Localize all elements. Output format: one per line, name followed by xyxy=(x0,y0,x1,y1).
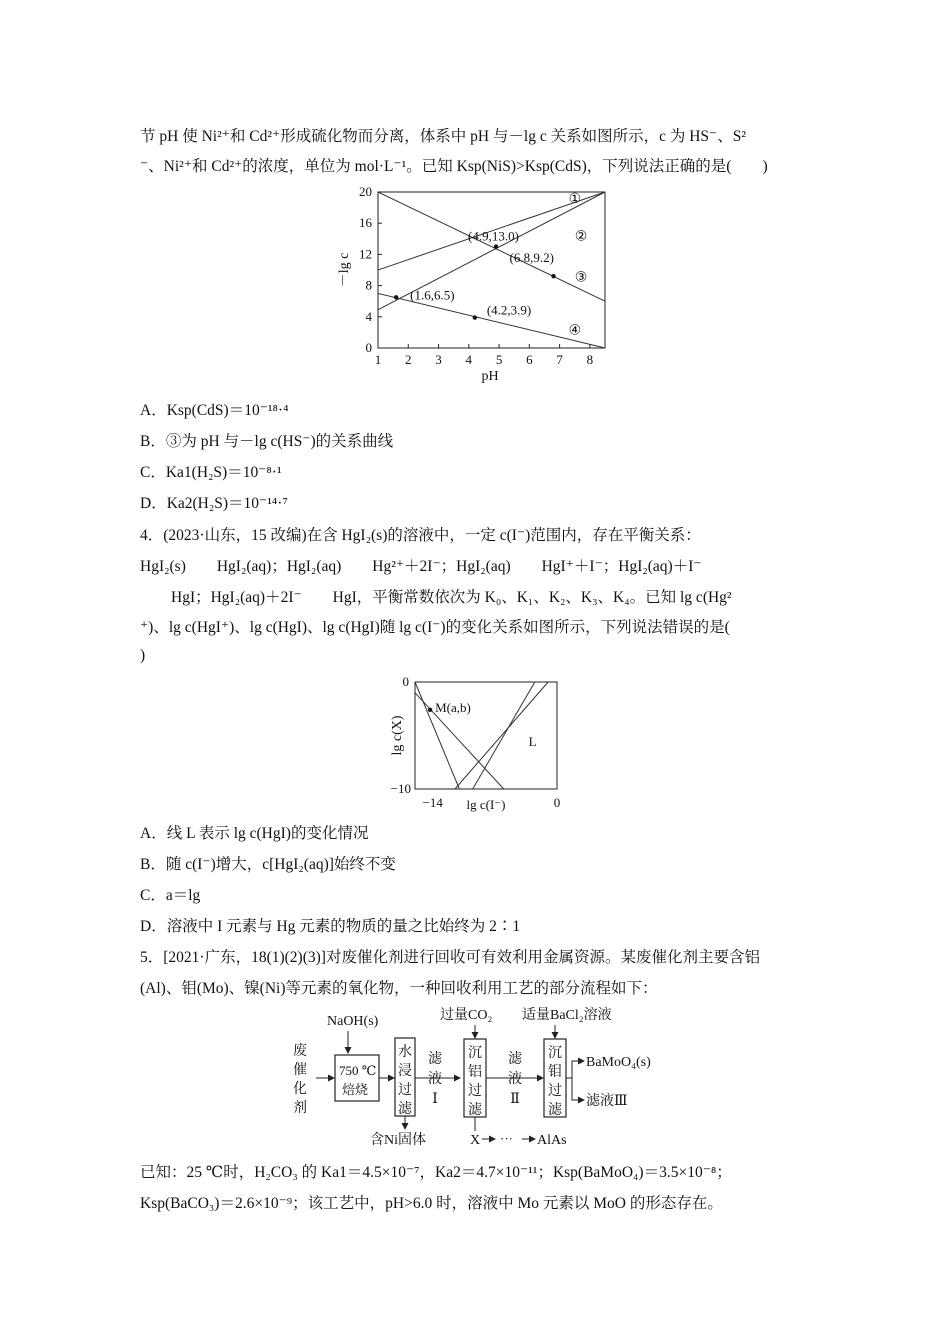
chart1-series-label: ④ xyxy=(568,323,582,339)
q4-line-2: HgI₂(s) HgI₂(aq)；HgI₂(aq) Hg²⁺＋2I⁻；HgI₂(aq) HgI⁺＋I⁻；HgI₂(aq)＋I⁻ xyxy=(140,558,702,575)
chart1-xtick-label: 2 xyxy=(405,352,412,367)
flow-dots: ··· xyxy=(500,1131,513,1146)
chart2-curve-label: L xyxy=(528,734,537,750)
flow-start-char: 催 xyxy=(293,1063,307,1078)
flow-al-char: 铝 xyxy=(468,1065,482,1080)
chart2-series-line xyxy=(415,682,459,789)
chart1-ylabel: －lg c xyxy=(337,252,352,288)
chart1-point-label: (4.9,13.0) xyxy=(468,228,519,244)
flow-mo-char: 滤 xyxy=(548,1103,562,1118)
flow-bamoo4: BaMoO₄(s) xyxy=(586,1055,651,1070)
chart1-point-label: (1.6,6.5) xyxy=(410,287,455,303)
flow-start xyxy=(293,1043,307,1116)
flow-filtrate-3: 滤液Ⅲ xyxy=(586,1094,628,1109)
flow-al-char: 沉 xyxy=(468,1046,482,1061)
q4-option-d: D．溶液中 I 元素与 Hg 元素的物质的量之比始终为 2∶1 xyxy=(140,918,521,935)
flow-filtrate-1-char: Ⅰ xyxy=(432,1092,438,1107)
flow-co2: 过量CO₂ xyxy=(440,1008,493,1023)
chart2-point-m xyxy=(428,708,432,712)
chart1-xlabel: pH xyxy=(481,369,499,384)
chart2-series-line xyxy=(473,682,535,789)
chart2-xlabel: lg c(I⁻) xyxy=(466,797,506,812)
flow-start-char: 废 xyxy=(293,1044,307,1059)
flow-bacl2: 适量BaCl₂溶液 xyxy=(522,1008,612,1023)
flow-filtrate-1-char: 滤 xyxy=(428,1052,442,1067)
chart2-ytick-label: −10 xyxy=(390,781,411,796)
chart1-ytick-label: 12 xyxy=(359,246,372,262)
chart1-xtick-label: 6 xyxy=(526,352,533,367)
q4-line-1: 4．(2023·山东，15 改编)在含 HgI₂(s)的溶液中，一定 c(I⁻)范围内，存在平衡关系： xyxy=(140,527,701,544)
chart1-series-label: ③ xyxy=(574,270,588,286)
q3-option-c: C．Ka1(H₂S)＝10⁻⁸·¹ xyxy=(140,464,282,481)
flow-al-char: 滤 xyxy=(468,1103,482,1118)
flow-start-char: 剂 xyxy=(293,1101,307,1116)
chart1-point xyxy=(473,315,477,319)
chart1-ytick-label: 20 xyxy=(359,184,372,199)
flow-x: X xyxy=(470,1133,481,1148)
chart1-xtick-label: 7 xyxy=(556,352,563,367)
chart1-xtick-label: 5 xyxy=(495,352,503,367)
flow-leach-char: 过 xyxy=(398,1083,412,1098)
q5-line-1: 5．[2021·广东，18(1)(2)(3)]对废催化剂进行回收可有效利用金属资源。某废催化剂主要含铝 xyxy=(140,949,760,966)
flow-mo-char: 钼 xyxy=(548,1065,562,1080)
q5-known-2: Ksp(BaCO₃)＝2.6×10⁻⁹；该工艺中，pH>6.0 时，溶液中 Mo 元素以 MoO 的形态存在。 xyxy=(140,1195,723,1212)
flow-mo-char: 过 xyxy=(548,1084,562,1099)
chart1-point-label: (6.8,9.2) xyxy=(509,250,554,266)
q3-option-b: B．③为 pH 与－lg c(HS⁻)的关系曲线 xyxy=(140,433,394,450)
chart1-xtick-label: 4 xyxy=(465,352,473,367)
q3-option-d: D．Ka2(H₂S)＝10⁻¹⁴·⁷ xyxy=(140,495,288,512)
flow-filtrate-1-char: 液 xyxy=(428,1072,442,1087)
q4-option-a: A．线 L 表示 lg c(HgI)的变化情况 xyxy=(140,825,369,842)
flow-ni-solid: 含Ni固体 xyxy=(370,1133,426,1148)
chart1-xtick-label: 1 xyxy=(374,352,382,367)
chart2-xtick-label: 0 xyxy=(553,795,561,810)
chart1-xtick-label: 3 xyxy=(435,352,442,367)
flow-leach-char: 滤 xyxy=(398,1102,412,1117)
flow-filtrate-2 xyxy=(508,1050,523,1107)
flow-filtrate-1 xyxy=(428,1050,443,1107)
chart1-point xyxy=(494,244,498,248)
q4-line-5: ) xyxy=(140,647,146,664)
flow-naoh: NaOH(s) xyxy=(327,1014,379,1029)
q5-line-2: (Al)、钼(Mo)、镍(Ni)等元素的氧化物，一种回收利用工艺的部分流程如下： xyxy=(140,980,658,997)
flow-alas: AlAs xyxy=(537,1133,567,1148)
chart1-series-label: ① xyxy=(568,191,582,207)
q4-line-3: HgI；HgI₂(aq)＋2I⁻ HgI，平衡常数依次为 K₀、K₁、K₂、K₃、K₄。已知 lg c(Hg² xyxy=(140,589,732,606)
q4-option-c: C．a＝lg xyxy=(140,887,201,904)
chart1-ytick-label: 8 xyxy=(365,277,372,293)
flow-roast-label: 焙烧 xyxy=(342,1082,369,1097)
chart1-point xyxy=(394,295,398,299)
chart-lgcx-vs-lgci xyxy=(385,672,575,812)
chart1-ytick-label: 16 xyxy=(359,215,372,231)
flow-roast-temp: 750 ℃ xyxy=(339,1063,377,1078)
chart2-ylabel: lg c(X) xyxy=(390,715,405,756)
process-flow-diagram xyxy=(290,1003,670,1153)
chart1-ytick-label: 4 xyxy=(365,308,372,324)
chart2-point-label: M(a,b) xyxy=(435,699,471,715)
flow-mo-char: 沉 xyxy=(548,1046,562,1061)
flow-filtrate-2-char: 液 xyxy=(508,1072,522,1087)
flow-filtrate-2-char: Ⅱ xyxy=(510,1092,520,1107)
q3-option-a: A．Ksp(CdS)＝10⁻¹⁸·⁴ xyxy=(140,402,289,419)
flow-al-char: 过 xyxy=(468,1084,482,1099)
q4-line-4: ⁺)、lg c(HgI⁺)、lg c(HgI)、lg c(HgI)随 lg c(I⁻)的变化关系如图所示，下列说法错误的是( xyxy=(140,619,730,636)
flow-leach-char: 浸 xyxy=(398,1064,412,1079)
flow-start-char: 化 xyxy=(293,1082,307,1097)
chart1-point xyxy=(551,274,555,278)
chart1-xtick-label: 8 xyxy=(586,352,594,367)
flow-leach-char: 水 xyxy=(398,1045,412,1060)
q3-line-1: 节 pH 使 Ni²⁺和 Cd²⁺形成硫化物而分离，体系中 pH 与－lg c 关系如图所示，c 为 HS⁻、S² xyxy=(140,128,746,145)
chart2-xtick-label: −14 xyxy=(422,795,443,810)
q4-option-b: B．随 c(I⁻)增大，c[HgI₂(aq)]始终不变 xyxy=(140,856,396,873)
flow-filtrate-2-char: 滤 xyxy=(508,1052,522,1067)
q3-line-2: ⁻、Ni²⁺和 Cd²⁺的浓度，单位为 mol·L⁻¹。已知 Ksp(NiS)>Ksp(CdS)，下列说法正确的是( ) xyxy=(140,158,768,175)
chart2-ytick-label: 0 xyxy=(402,674,409,689)
chart1-ytick-label: 0 xyxy=(365,340,372,355)
chart1-series-label: ② xyxy=(574,229,588,245)
chart1-point-label: (4.2,3.9) xyxy=(486,302,532,318)
q5-known-1: 已知：25 ℃时，H₂CO₃ 的 Ka1＝4.5×10⁻⁷，Ka2＝4.7×10⁻¹¹；Ksp(BaMoO₄)＝3.5×10⁻⁸； xyxy=(140,1164,732,1181)
chart-ph-vs-lgc xyxy=(330,182,620,387)
chart1-series-line xyxy=(378,192,605,301)
